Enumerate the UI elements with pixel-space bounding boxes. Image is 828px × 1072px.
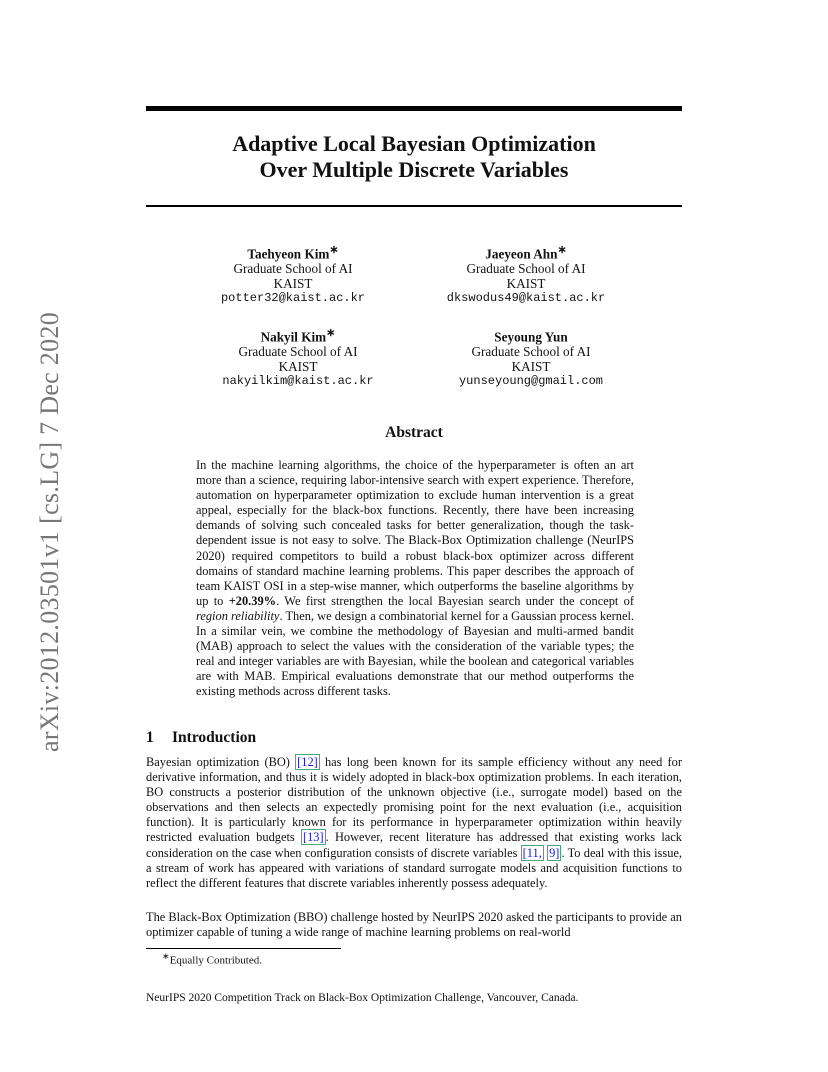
title-bottom-rule: [146, 205, 682, 207]
author-name: Nakyil Kim∗: [260, 327, 336, 345]
paper-title: [146, 131, 682, 183]
author-block: [168, 326, 428, 389]
author-name: Jaeyeon Ahn∗: [485, 244, 567, 262]
footnote-mark: ∗: [162, 951, 170, 961]
title-line-1: Adaptive Local Bayesian Optimization: [232, 131, 596, 156]
footnote-text: Equally Contributed.: [169, 954, 262, 967]
author-email[interactable]: nakyilkim@kaist.ac.kr: [222, 374, 374, 389]
section-title: Introduction: [172, 729, 257, 746]
section-number: 1: [146, 729, 154, 746]
author-email[interactable]: dkswodus49@kaist.ac.kr: [446, 291, 606, 306]
author-block: [401, 326, 661, 389]
title-top-rule: [146, 106, 682, 111]
arxiv-identifier: arXiv:2012.03501v1 [cs.LG] 7 Dec 2020: [35, 311, 64, 752]
abstract-heading: Abstract: [385, 424, 443, 441]
author-affiliation: Graduate School of AI: [238, 344, 358, 360]
venue-footer: NeurIPS 2020 Competition Track on Black-Box Optimization Challenge, Vancouver, Canada.: [146, 992, 579, 1004]
author-institution: KAIST: [278, 359, 318, 375]
footnote: [162, 951, 262, 967]
title-line-2: Over Multiple Discrete Variables: [259, 157, 569, 182]
abstract-text: In the machine learning algorithms, the choice of the hyperparameter is often an art more than a science, requiring labor-intensive search with expert experience. Therefore, automation on hyperparameter optimization to exclude human intervention is a great appeal, especially for the black-box functions. Recently, there have been increasing demands of solving such concealed tasks for better generalization, though the task-dependent issue is not easy to solve. The Black-Box Optimization challenge (NeurIPS 2020) required competitors to build a robust black-box optimizer across different domains of standard machine learning problems. This paper describes the approach of team KAIST OSI in a step-wise manner, which outperforms the baseline algorithms by up to +20.39%. We first strengthen the local Bayesian search under the concept of region reliability. Then, we design a combinatorial kernel for a Gaussian process kernel. In a similar vein, we combine the methodology of Bayesian and multi-armed bandit (MAB) approach to select the values with the consideration of the variable types; the real and integer variables are with Bayesian, while the boolean and categorical variables are with MAB. Empirical evaluations demonstrate that our method outperforms the existing methods across different tasks.: [196, 458, 634, 699]
citation-link[interactable]: 9]: [549, 845, 560, 860]
citation-link[interactable]: [11,: [522, 845, 542, 860]
intro-paragraph-2: The Black-Box Optimization (BBO) challenge hosted by NeurIPS 2020 asked the participants to provide an optimizer capable of tuning a wide range of machine learning problems on real-world: [146, 910, 682, 940]
intro-paragraph-1: Bayesian optimization (BO) [12] has long been known for its sample efficiency without any need for derivative information, and thus it is widely adopted in black-box optimization problems. In each iteration, BO constructs a posterior distribution of the unknown objective (i.e., surrogate model) based on the observations and then selects an expectedly promising point for the next evaluation (i.e., acquisition function). It is particularly known for its performance in hyperparameter optimization within heavily restricted evaluation budgets [13] . However, recent literature has addressed that existing works lack consideration on the case when configuration consists of discrete variables [11, 9] . To deal with this issue, a stream of work has appeared with variations of standard surrogate models and acquisition functions to reflect the different features that discrete variables inherently possess adequately.: [146, 755, 682, 890]
author-affiliation: Graduate School of AI: [466, 261, 586, 277]
author-block: [163, 243, 423, 306]
section-heading: [146, 729, 256, 747]
citation-link[interactable]: [12]: [297, 755, 318, 769]
footnote-rule: [146, 948, 341, 949]
author-institution: KAIST: [273, 276, 313, 292]
author-institution: KAIST: [511, 359, 551, 375]
abstract-highlight: +20.39%: [228, 593, 277, 608]
citation-link[interactable]: [13]: [302, 830, 324, 845]
author-name: Seyoung Yun: [494, 329, 568, 345]
author-email[interactable]: potter32@kaist.ac.kr: [220, 291, 366, 306]
author-block: [396, 243, 656, 306]
author-email[interactable]: yunseyoung@gmail.com: [458, 374, 604, 389]
abstract-emphasis: region reliability: [196, 608, 280, 623]
author-affiliation: Graduate School of AI: [471, 344, 591, 360]
author-affiliation: Graduate School of AI: [233, 261, 353, 277]
author-name: Taehyeon Kim∗: [247, 244, 339, 262]
author-institution: KAIST: [506, 276, 546, 292]
